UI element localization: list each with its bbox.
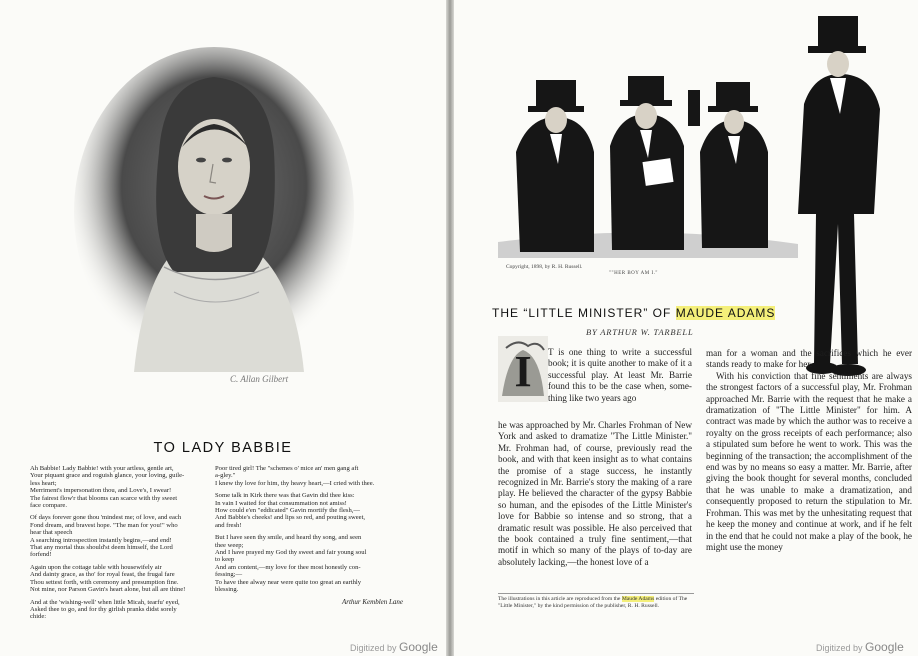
poem-line: I knew thy love for him, thy heavy heart,—I cried with thee. <box>215 479 375 487</box>
poem-stanza <box>30 564 215 594</box>
poem-line: That any mortal thus should'st deem himself, the Lord <box>30 544 173 552</box>
poem-line: chide: <box>30 613 47 621</box>
poem-line: To have thee alway near were quite too great an earthly <box>215 578 361 586</box>
poem-line: And I have prayed my God thy sweet and fair young soul <box>215 549 367 557</box>
paragraph: man for a woman and the sacrifices which he ever stands ready to make for her. <box>706 348 912 370</box>
poem-line: a-gley." <box>215 472 236 480</box>
svg-text:I: I <box>514 347 532 396</box>
article-text-col2 <box>706 348 912 553</box>
poem-stanza <box>30 514 215 558</box>
book-gutter <box>446 0 454 656</box>
article-text-col1: he was approached by Mr. Charles Frohman of New York and asked to dramatize "The Little Minister." Mr. Frohman had, of course, previously read the book, and with that keen insight as to what contains the promise of a stage success, he instantly recognized in Mr. Barrie's story the making of a rare play. He believed the character of the gypsy Babbie so human, and the episodes of the Little Minister's love for Babbie so intense and so strong, that a dramatic result was possible. He also perceived that the book contained a truly fine sentiment,—that motif in which so many of the plays of to-day are absolutely lacking,—the honest love of a <box>498 420 692 567</box>
poem-stanza <box>30 599 215 621</box>
poem-title: TO LADY BABBIE <box>153 440 293 456</box>
poem-line: blessing. <box>215 586 239 594</box>
poem-line: How could e'en "eddicated" Gavin mortify the flesh,— <box>215 507 360 515</box>
poem-line: Again upon the cottage table with housewifely air <box>30 563 162 571</box>
poem-line: Not mine, nor Parson Gavin's heart alone, but all are thine! <box>30 586 186 594</box>
poem-stanza <box>215 465 403 487</box>
theatre-scene-illustration <box>498 72 798 258</box>
poem-line: less heart; <box>30 479 57 487</box>
poem-line: And at the 'wishing-well' when little Micah, tearfu' eyed, <box>30 598 180 606</box>
article-text-col1-top: T is one thing to write a successful book; it is quite another to make of it a successful play. At least Mr. Barrie found this to be the case when, some-thing like two years ago <box>548 347 692 403</box>
poem-line: But I have seen thy smile, and heard thy song, and seen <box>215 534 362 542</box>
poem-line: thee weep; <box>215 541 244 549</box>
poem-stanza <box>30 465 215 509</box>
poem-line: Merriment's impersonation thou, and Love's, I swear! <box>30 487 172 495</box>
poem-line: Your piquant grace and roguish glance, your loving, guile- <box>30 472 185 480</box>
poem-line: Fond dream, and bravest hope. "The man for you!" who <box>30 521 178 529</box>
footnote-highlight: Maude Adams <box>621 596 655 602</box>
poem-author: Arthur Kemblen Lane <box>341 597 403 606</box>
poem-line: to keep <box>215 556 235 564</box>
title-highlight: MAUDE ADAMS <box>675 306 776 320</box>
article-title: THE “LITTLE MINISTER” OF MAUDE ADAMS <box>492 306 776 320</box>
poem-column-left <box>30 465 215 626</box>
poem-line: hear that speech <box>30 529 73 537</box>
article-byline: BY ARTHUR W. TARBELL <box>586 327 694 337</box>
drop-cap-illustration <box>498 336 548 402</box>
poem-line: A searching introspection instantly begins,—and end! <box>30 536 172 544</box>
poem-line: Of days forever gone thou 'mindest me; of love, and each <box>30 514 182 522</box>
poem-line: fessing;— <box>215 571 243 579</box>
plate-caption: ""HER BOY AM I." <box>609 271 658 276</box>
poem-line: And am content,—my love for thee most honestly con- <box>215 563 361 571</box>
poem-stanza <box>215 534 403 593</box>
right-page <box>454 0 918 656</box>
portrait-signature: C. Allan Gilbert <box>230 374 289 384</box>
paragraph: With his conviction that fine sentiments are always the strongest factors of a successful play, Mr. Frohman approached Mr. Barrie with the request that he make a dramatization of "The Little Minister" for him. A contract was made by which the author was to receive a royalty on the gross receipts of each performance; also a stipulated sum before he went to work. This was the beginning of the transaction; the accomplishment of the end was by no means so easy a matter. Mr. Barrie, after giving the book thought for several months, concluded that he was unable to make a dramatization, and consequently proposed to return the stipulation to Mr. Frohman. This was met by the unhesitating request that he keep the money and continue at work, and if he felt in the end that he could not make a play of the book, he might use the money <box>706 370 912 552</box>
poem-line: and fresh! <box>215 521 242 529</box>
poem-line: The fairest flow'r that blooms can scarce with thy sweet <box>30 494 178 502</box>
poem-line: Ah Babbie! Lady Babbie! with your artless, gentle art, <box>30 465 174 472</box>
poem-line: In vain I waited for that consummation not amiss! <box>215 499 347 507</box>
footnote: The illustrations in this article are reproduced from the Maude Adams edition of The "Little Minister," by the kind permission of the publisher, R. H. Russell. <box>498 593 694 609</box>
poem-line: Some talk in Kirk there was that Gavin did thee kiss: <box>215 492 355 500</box>
poem-line: Asked thee to go, and for thy girlish pranks didst sorely <box>30 605 177 613</box>
poem-stanza <box>215 492 403 529</box>
poem-column-right <box>215 465 403 606</box>
poem-line: Poor tired girl! The "schemes o' mice an' men gang aft <box>215 465 359 472</box>
portrait-illustration <box>64 42 364 392</box>
poem-line: Thou settest forth, with ceremony and presumption fine. <box>30 578 179 586</box>
plate-copyright: Copyright, 1898, by R. H. Russell. <box>506 264 583 270</box>
google-watermark: Digitized by Google <box>350 640 438 654</box>
poem-line: And dainty grace, as tho' for royal feast, the frugal fare <box>30 571 175 579</box>
tall-gentleman-illustration <box>784 14 894 384</box>
google-watermark: Digitized by Google <box>816 640 904 654</box>
poem-line: And Babbie's cheeks! and lips so red, and pouting sweet, <box>215 514 366 522</box>
poem-line: forfend! <box>30 551 52 559</box>
poem-line: face compare. <box>30 502 67 510</box>
left-page <box>0 0 446 656</box>
